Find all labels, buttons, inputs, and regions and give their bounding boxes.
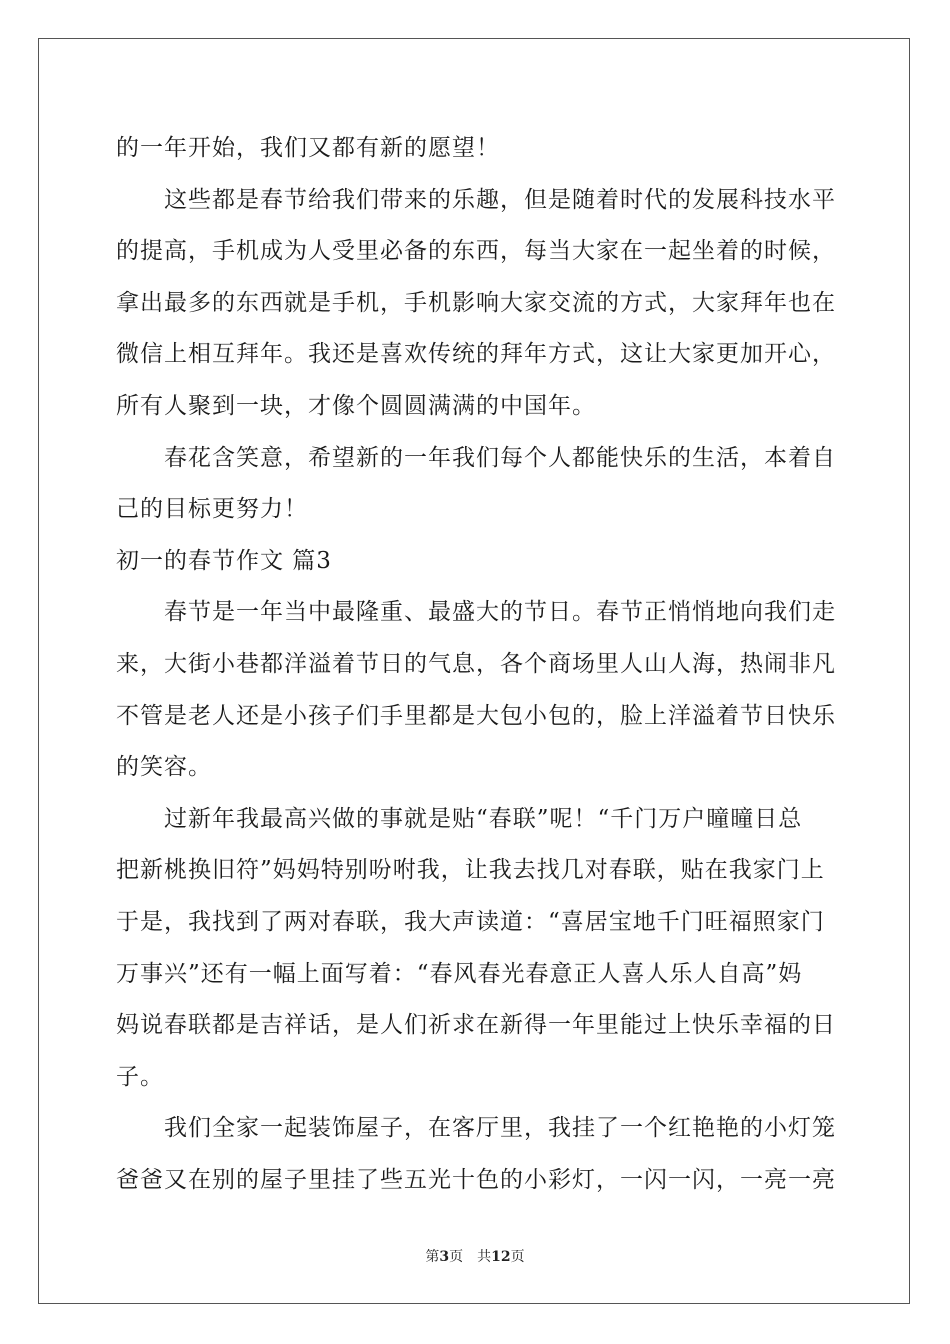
text-line: 妈说春联都是吉祥话，是人们祈求在新得一年里能过上快乐幸福的日 bbox=[116, 1012, 836, 1039]
text-line: 于是，我找到了两对春联，我大声读道：“喜居宝地千门旺福照家门 bbox=[116, 908, 825, 935]
total-pages: 12 bbox=[491, 1249, 511, 1265]
text-line: 春花含笑意，希望新的一年我们每个人都能快乐的生活，本着自 bbox=[164, 444, 836, 471]
page-indicator: 第3页 bbox=[425, 1249, 464, 1265]
page-number: 3 bbox=[439, 1249, 450, 1265]
text-line: 我们全家一起装饰屋子，在客厅里，我挂了一个红艳艳的小灯笼 bbox=[164, 1115, 836, 1142]
total-pages-indicator: 共12页 bbox=[477, 1249, 525, 1265]
text-line: 不管是老人还是小孩子们手里都是大包小包的，脸上洋溢着节日快乐 bbox=[116, 702, 836, 729]
text-line: 子。 bbox=[116, 1063, 164, 1090]
text-line: 把新桃换旧符”妈妈特别吩咐我，让我去找几对春联，贴在我家门上 bbox=[116, 857, 825, 884]
section-heading: 初一的春节作文 篇3 bbox=[116, 547, 332, 574]
text-line: 所有人聚到一块，才像个圆圆满满的中国年。 bbox=[116, 392, 596, 419]
text-line: 的一年开始，我们又都有新的愿望！ bbox=[116, 135, 500, 161]
text-line: 爸爸又在别的屋子里挂了些五光十色的小彩灯，一闪一闪，一亮一亮 bbox=[116, 1166, 836, 1193]
text-line: 来，大街小巷都洋溢着节日的气息，各个商场里人山人海，热闹非凡 bbox=[116, 650, 836, 677]
text-line: 拿出最多的东西就是手机，手机影响大家交流的方式，大家拜年也在 bbox=[116, 289, 836, 316]
text-line: 己的目标更努力！ bbox=[116, 496, 308, 523]
page-footer bbox=[0, 1246, 950, 1266]
text-line: 微信上相互拜年。我还是喜欢传统的拜年方式，这让大家更加开心， bbox=[116, 341, 836, 368]
text-line: 万事兴”还有一幅上面写着：“春风春光春意正人喜人乐人自高”妈 bbox=[116, 960, 803, 987]
text-line: 春节是一年当中最隆重、最盛大的节日。春节正悄悄地向我们走 bbox=[164, 599, 836, 626]
text-line: 过新年我最高兴做的事就是贴“春联”呢！“千门万户曈曈日总 bbox=[164, 805, 803, 832]
text-line: 的提高，手机成为人受里必备的东西，每当大家在一起坐着的时候， bbox=[116, 238, 836, 265]
text-line: 这些都是春节给我们带来的乐趣，但是随着时代的发展科技水平 bbox=[164, 186, 836, 213]
text-line: 的笑容。 bbox=[116, 754, 212, 781]
document-body bbox=[116, 128, 836, 1211]
